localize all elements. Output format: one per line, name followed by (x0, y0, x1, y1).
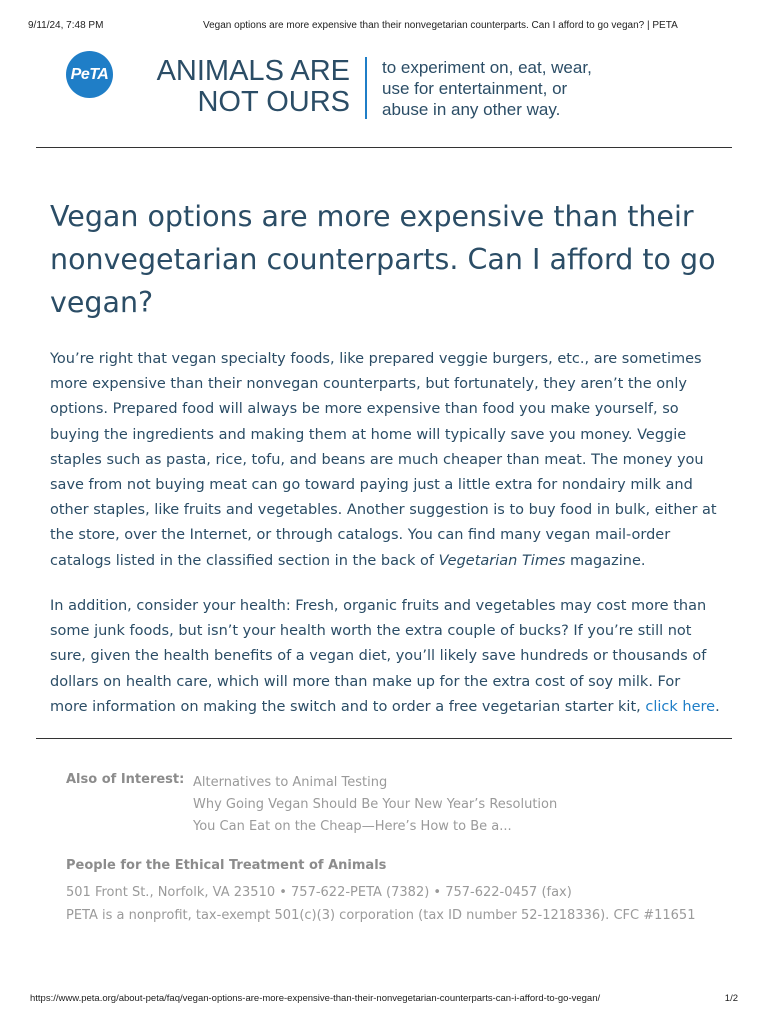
header-divider (36, 147, 732, 148)
print-url: https://www.peta.org/about-peta/faq/vegan-options-are-more-expensive-than-their-nonvegetarian-counterparts-can-i-afford-to-go-vegan/ (30, 993, 601, 1004)
org-tax-info: PETA is a nonprofit, tax-exempt 501(c)(3) corporation (tax ID number 52-1218336). CFC #11651 (66, 908, 696, 923)
print-page-title: Vegan options are more expensive than their nonvegetarian counterparts. Can I afford to go vegan? | PETA (203, 20, 678, 31)
slogan-line-1: ANIMALS ARE (156, 55, 350, 87)
also-of-interest-label: Also of Interest: (66, 772, 185, 787)
footer-divider (36, 738, 732, 739)
org-name: People for the Ethical Treatment of Animals (66, 858, 387, 873)
p1-text-before: You’re right that vegan specialty foods, like prepared veggie burgers, etc., are sometimes more expensive than their nonvegan counterparts, but fortunately, they aren’t the only options. Prepared food will always be more expensive than food you make yourself, so buying the ingredients and making them at home will typically save you money. Veggie staples such as pasta, rice, tofu, and beans are much cheaper than meat. The money you save from not buying meat can go toward paying just a little extra for nondairy milk and other staples, like fruits and vegetables. Another suggestion is to buy food in bulk, either at the store, over the Internet, or through catalogs. You can find many vegan mail-order catalogs listed in the classified section in the back of (50, 351, 717, 569)
slogan-sub-line-1: to experiment on, eat, wear, (382, 58, 592, 77)
also-of-interest-list (193, 772, 557, 838)
slogan-sub (382, 57, 632, 120)
article-paragraph-2 (50, 594, 722, 720)
page-number: 1/2 (724, 993, 738, 1004)
slogan-main (157, 56, 350, 118)
p2-text-before: In addition, consider your health: Fresh, organic fruits and vegetables may cost more than some junk foods, but isn’t your health worth the extra couple of bucks? If you’re still not sure, given the health benefits of a vegan diet, you’ll likely save hundreds or thousands of dollars on health care, which will more than make up for the extra cost of soy milk. For more information on making the switch and to order a free vegetarian starter kit, (50, 598, 707, 715)
slogan-sub-line-2: use for entertainment, or (382, 79, 568, 98)
p2-text-after: . (715, 698, 720, 715)
slogan-divider (365, 57, 367, 119)
p1-text-after: magazine. (565, 552, 646, 569)
slogan-sub-line-3: abuse in any other way. (382, 100, 561, 119)
peta-logo[interactable]: PeTA (66, 51, 113, 98)
article-paragraph-1 (50, 347, 722, 574)
starter-kit-link[interactable]: click here (645, 698, 716, 715)
interest-link-1[interactable]: Alternatives to Animal Testing (193, 775, 388, 790)
article-title: Vegan options are more expensive than their nonvegetarian counterparts. Can I afford to go vegan? (50, 200, 716, 319)
print-date: 9/11/24, 7:48 PM (28, 20, 104, 31)
org-address: 501 Front St., Norfolk, VA 23510 • 757-622-PETA (7382) • 757-622-0457 (fax) (66, 885, 572, 900)
magazine-name: Vegetarian Times (438, 552, 566, 569)
slogan-line-2: NOT OURS (197, 86, 350, 118)
interest-link-3[interactable]: You Can Eat on the Cheap—Here’s How to Be a... (193, 819, 512, 834)
interest-link-2[interactable]: Why Going Vegan Should Be Your New Year’s Resolution (193, 797, 558, 812)
